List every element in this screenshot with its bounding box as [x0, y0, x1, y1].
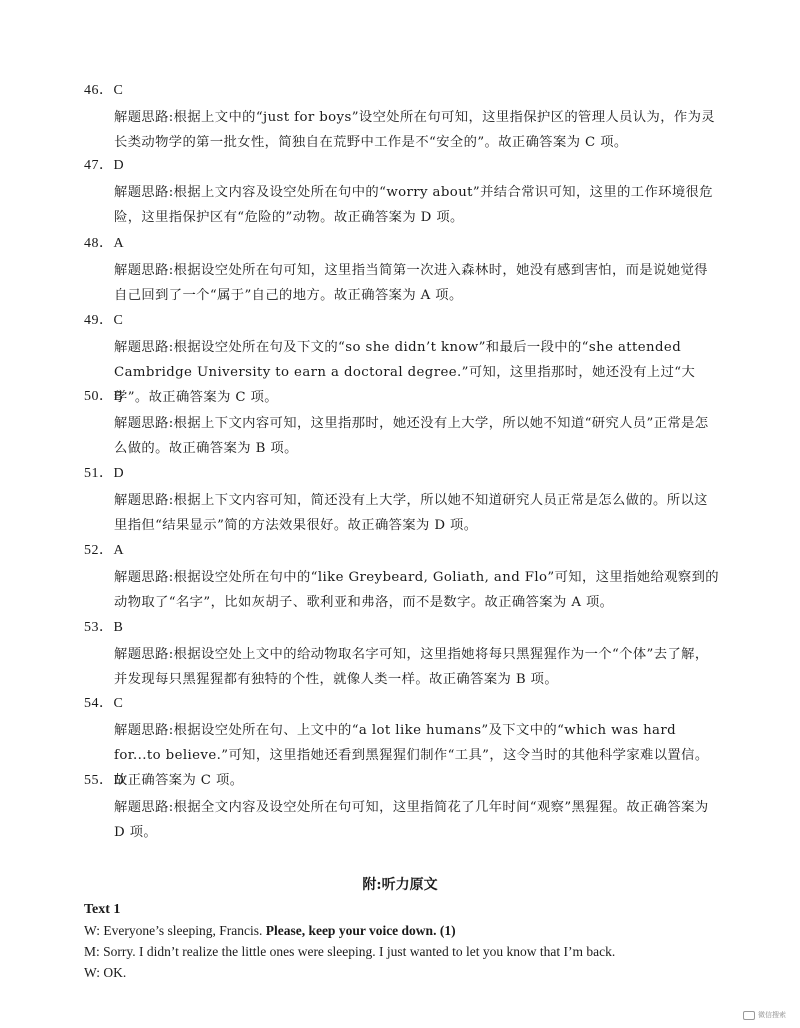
- answer-53: [84, 619, 724, 692]
- script-line-1-bold: Please, keep your voice down. (1): [265, 923, 456, 938]
- watermark-text: 微信搜索: [758, 1011, 786, 1019]
- appendix-heading: 附:听力原文: [362, 877, 438, 893]
- answer-55: [84, 772, 724, 845]
- answer-number: 51．D: [84, 466, 125, 481]
- answer-explanation: 解题思路:根据上文内容及设空处所在句中的“worry about”并结合常识可知，这里的工作环境很危险，这里指保护区有“危险的”动物。故正确答案为 D 项。: [114, 185, 713, 225]
- listening-script: [84, 899, 744, 983]
- answer-explanation: 解题思路:根据全文内容及设空处所在句可知，这里指简花了几年时间“观察”黑猩猩。故正确答案为 D 项。: [114, 800, 709, 840]
- answer-number: 52．A: [84, 543, 125, 558]
- answer-explanation: 解题思路:根据上下文内容可知，简还没有上大学，所以她不知道研究人员正常是怎么做的。所以这里指但“结果显示”简的方法效果很好。故正确答案为 D 项。: [114, 493, 708, 533]
- watermark: [743, 1010, 786, 1020]
- answer-47: [84, 157, 724, 230]
- watermark-logo-icon: [743, 1011, 755, 1020]
- answer-number: 53．B: [84, 620, 124, 635]
- answer-number: 54．C: [84, 696, 124, 711]
- answer-explanation: 解题思路:根据设空处所在句中的“like Greybeard, Goliath, and Flo”可知，这里指她给观察到的动物取了“名字”，比如灰胡子、歌利亚和弗洛，而不是数字。故正确答案为 A 项。: [114, 570, 719, 610]
- script-line-1: [84, 920, 744, 941]
- answer-number: 55．D: [84, 773, 125, 788]
- answer-explanation: 解题思路:根据设空处所在句可知，这里指当简第一次进入森林时，她没有感到害怕，而是说她觉得自己回到了一个“属于”自己的地方。故正确答案为 A 项。: [114, 263, 708, 303]
- answer-52: [84, 542, 724, 615]
- answer-explanation: 解题思路:根据设空处上文中的给动物取名字可知，这里指她将每只黑猩猩作为一个“个体”去了解，并发现每只黑猩猩都有独特的个性，就像人类一样。故正确答案为 B 项。: [114, 647, 709, 687]
- answer-number: 48．A: [84, 236, 125, 251]
- answer-number: 47．D: [84, 158, 125, 173]
- answer-51: [84, 465, 724, 538]
- script-line-3: W: OK.: [84, 965, 127, 980]
- answer-number: 50．B: [84, 389, 124, 404]
- answer-46: [84, 82, 724, 155]
- answer-48: [84, 235, 724, 308]
- script-line-2: M: Sorry. I didn’t realize the little ones were sleeping. I just wanted to let you know that I’m back.: [84, 944, 616, 959]
- answer-number: 49．C: [84, 313, 124, 328]
- script-line-1-plain: W: Everyone’s sleeping, Francis.: [84, 923, 266, 938]
- answer-explanation: 解题思路:根据上下文内容可知，这里指那时，她还没有上大学，所以她不知道“研究人员”正常是怎么做的。故正确答案为 B 项。: [114, 416, 709, 456]
- answer-50: [84, 388, 724, 461]
- answer-explanation: 解题思路:根据上文中的“just for boys”设空处所在句可知，这里指保护区的管理人员认为，作为灵长类动物学的第一批女性，简独自在荒野中工作是不“安全的”。故正确答案为 C 项。: [114, 110, 716, 150]
- answer-explanation: 解题思路:根据设空处所在句、上文中的“a lot like humans”及下文中的“which was hard for...to believe.”可知，这里指她还看到黑猩猩们制作“工具”，这令当时的其他科学家难以置信。故正确答案为 C 项。: [114, 723, 709, 788]
- answer-number: 46．C: [84, 83, 124, 98]
- text-title: Text 1: [84, 902, 121, 917]
- answer-explanation: 解题思路:根据设空处所在句及下文的“so she didn’t know”和最后一段中的“she attended Cambridge University to earn a doctoral degree.”可知，这里指那时，她还没有上过“大学”。故正确答案为 C 项。: [114, 340, 696, 405]
